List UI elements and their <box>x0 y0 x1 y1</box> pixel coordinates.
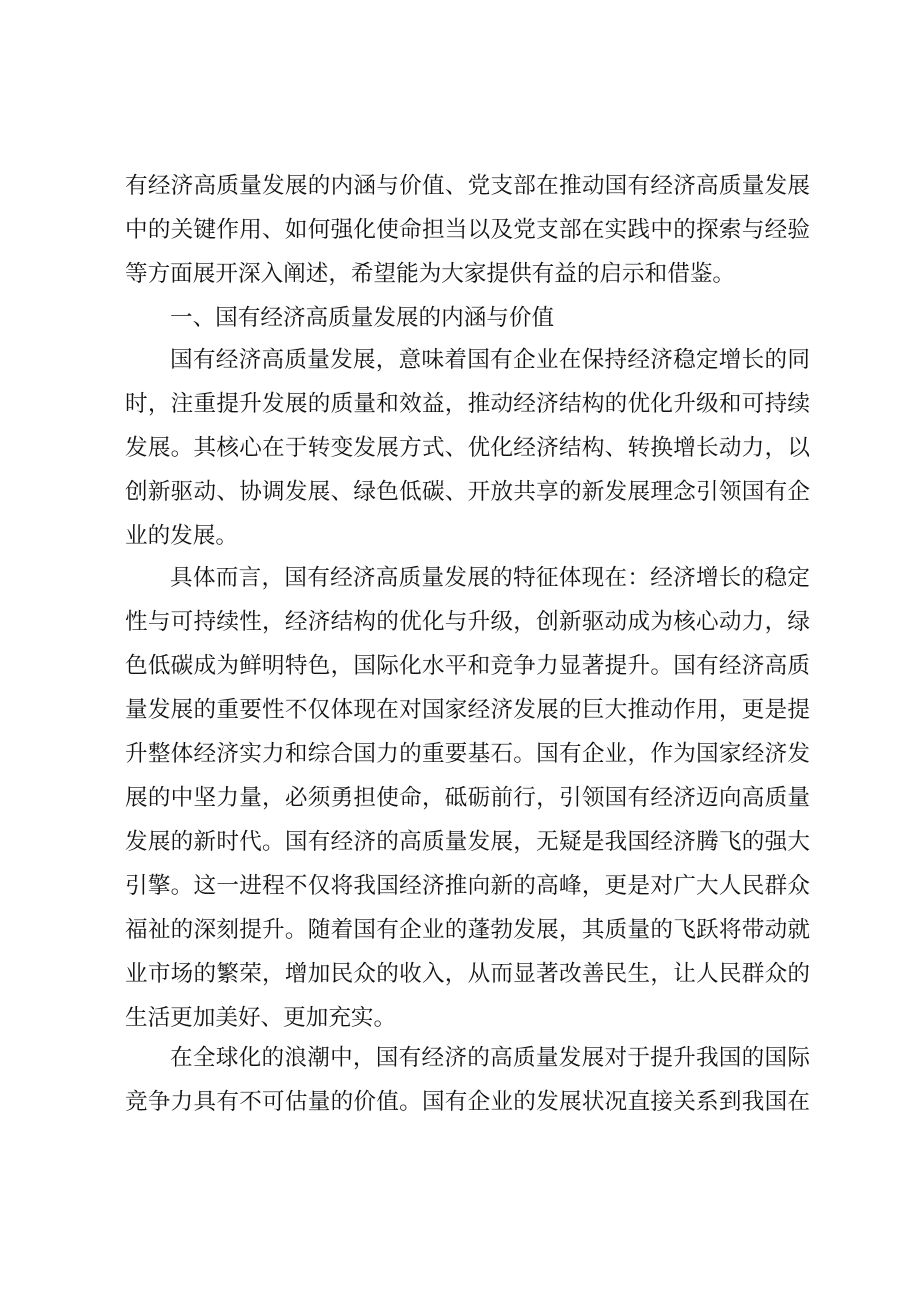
text-line: 升整体经济实力和综合国力的重要基石。国有企业，作为国家经济发 <box>125 741 810 767</box>
text-line: 国有经济高质量发展，意味着国有企业在保持经济稳定增长的同 <box>170 347 810 373</box>
text-line: 具体而言，国有经济高质量发展的特征体现在：经济增长的稳定 <box>170 565 810 591</box>
section-heading: 一、国有经济高质量发展的内涵与价值 <box>170 305 555 331</box>
text-line: 引擎。这一进程不仅将我国经济推向新的高峰，更是对广大人民群众 <box>125 873 810 899</box>
text-line: 福祉的深刻提升。随着国有企业的蓬勃发展，其质量的飞跃将带动就 <box>125 917 810 943</box>
paragraph-1 <box>125 338 810 558</box>
text-line: 竞争力具有不可估量的价值。国有企业的发展状况直接关系到我国在 <box>125 1089 810 1115</box>
text-line: 发展。其核心在于转变发展方式、优化经济结构、转换增长动力，以 <box>125 435 810 461</box>
text-line: 业市场的繁荣，增加民众的收入，从而显著改善民生，让人民群众的 <box>125 961 810 987</box>
text-line: 色低碳成为鲜明特色，国际化水平和竞争力显著提升。国有经济高质 <box>125 653 810 679</box>
text-line: 等方面展开深入阐述，希望能为大家提供有益的启示和借鉴。 <box>125 261 736 287</box>
text-line: 在全球化的浪潮中，国有经济的高质量发展对于提升我国的国际 <box>170 1045 810 1071</box>
text-line: 有经济高质量发展的内涵与价值、党支部在推动国有经济高质量发展 <box>125 173 810 199</box>
text-line: 展的中坚力量，必须勇担使命，砥砺前行，引领国有经济迈向高质量 <box>125 785 810 811</box>
intro-paragraph <box>125 164 810 296</box>
text-line: 创新驱动、协调发展、绿色低碳、开放共享的新发展理念引领国有企 <box>125 479 810 505</box>
paragraph-3 <box>125 1036 810 1124</box>
text-line: 发展的新时代。国有经济的高质量发展，无疑是我国经济腾飞的强大 <box>125 829 810 855</box>
text-line: 量发展的重要性不仅体现在对国家经济发展的巨大推动作用，更是提 <box>125 697 810 723</box>
text-line: 中的关键作用、如何强化使命担当以及党支部在实践中的探索与经验 <box>125 217 810 243</box>
text-line: 业的发展。 <box>125 523 238 549</box>
text-line: 性与可持续性，经济结构的优化与升级，创新驱动成为核心动力，绿 <box>125 609 810 635</box>
paragraph-2 <box>125 556 810 1040</box>
text-line: 时，注重提升发展的质量和效益，推动经济结构的优化升级和可持续 <box>125 391 810 417</box>
section-heading-block <box>125 296 810 340</box>
text-line: 生活更加美好、更加充实。 <box>125 1005 397 1031</box>
